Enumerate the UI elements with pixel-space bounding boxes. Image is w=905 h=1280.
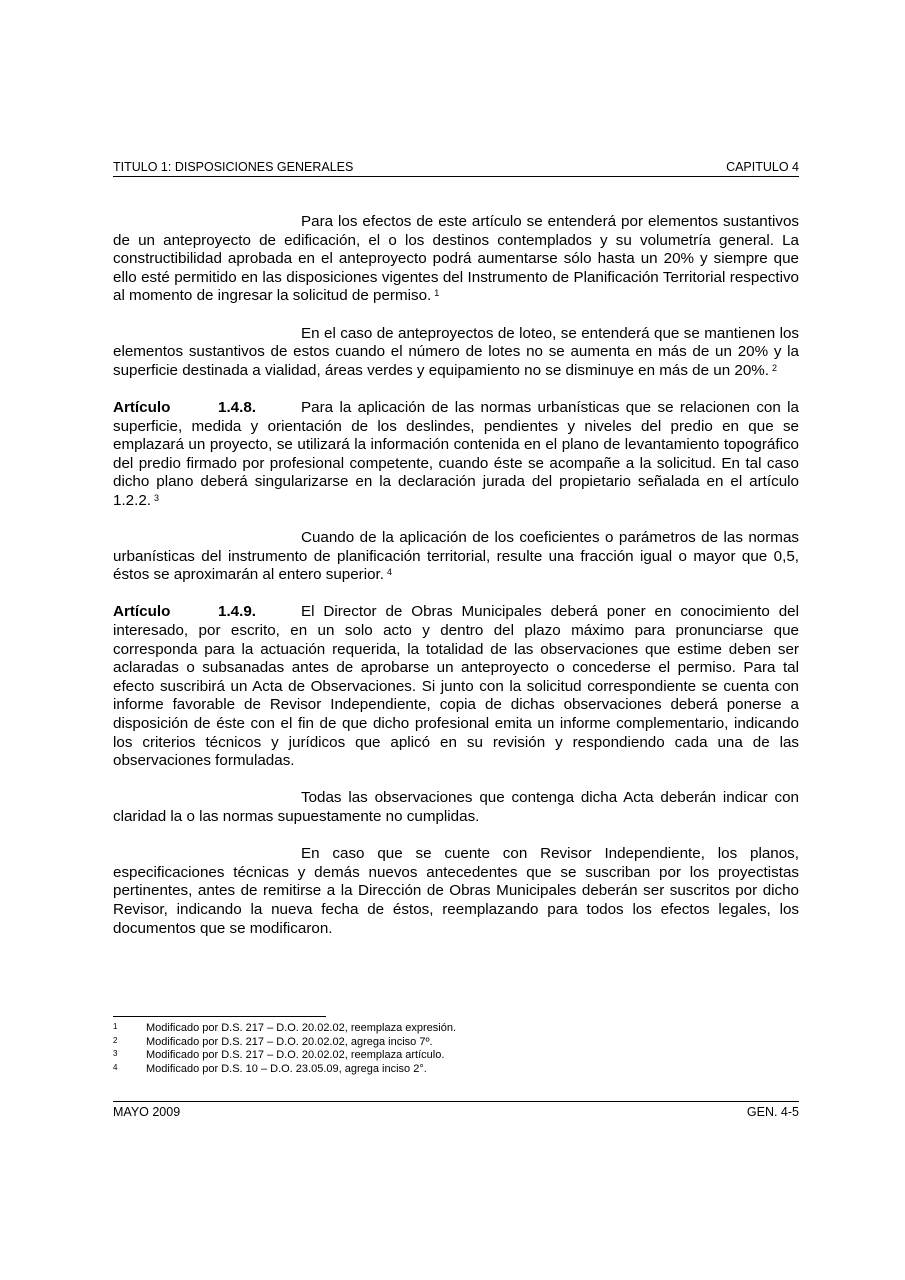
paragraph-7: En caso que se cuente con Revisor Independiente, los planos, especificaciones técnicas y demás nuevos antecedentes que se suscriban por los proyectistas pertinentes, antes de remitirse a la Dirección de Obras Municipales deberán ser suscritos por dicho Revisor, indicando la nueva fecha de éstos, reemplazando para todos los efectos legales, los documentos que se modificaron. xyxy=(113,845,799,937)
paragraph-4 xyxy=(113,529,799,585)
article-number: 1.4.8. xyxy=(218,398,256,416)
page-header xyxy=(113,160,799,177)
paragraph-1 xyxy=(113,213,799,306)
footnote-number: 2 xyxy=(113,1035,118,1045)
footnote-ref-3: 3 xyxy=(154,492,160,503)
footnote xyxy=(113,1063,799,1077)
footnote-text: Modificado por D.S. 217 – D.O. 20.02.02, reemplaza expresión. xyxy=(146,1022,457,1034)
article-label: Artículo xyxy=(113,398,171,416)
paragraph-1-text: Para los efectos de este artículo se entenderá por elementos sustantivos de un anteproyecto de edificación, el o los destinos contemplados y su volumetría general. La constructibilidad aprobada en el anteproyecto podrá aumentarse sólo hasta un 20% y siempre que ello esté permitido en las disposiciones vigentes del Instrumento de Planificación Territorial respectivo al momento de ingresar la solicitud de permiso. xyxy=(113,213,799,305)
footnote-text: Modificado por D.S. 217 – D.O. 20.02.02, reemplaza artículo. xyxy=(146,1049,445,1061)
page-footer xyxy=(113,1101,799,1119)
footnote-text: Modificado por D.S. 217 – D.O. 20.02.02, agrega inciso 7º. xyxy=(146,1035,433,1048)
article-1-4-9 xyxy=(113,603,799,770)
footnote-ref-2: 2 xyxy=(771,362,777,373)
footnote-number: 3 xyxy=(113,1049,118,1058)
footnote xyxy=(113,1049,799,1063)
paragraph-2-text: En el caso de anteproyectos de loteo, se entenderá que se mantienen los elementos sustantivos de estos cuando el número de lotes no se aumenta en más de un 20% y la superficie destinada a vialidad, áreas verdes y equipamiento no se disminuye en más de un 20%. xyxy=(113,324,799,379)
article-label: Artículo xyxy=(113,603,171,621)
footer-date: MAYO 2009 xyxy=(113,1105,181,1119)
footnote xyxy=(113,1022,799,1036)
article-number: 1.4.9. xyxy=(218,603,256,621)
header-title: TITULO 1: DISPOSICIONES GENERALES xyxy=(113,160,354,174)
paragraph-4-text: Cuando de la aplicación de los coeficientes o parámetros de las normas urbanísticas del instrumento de planificación territorial, resulte una fracción igual o mayor que 0,5, éstos se aproximarán al entero superior. xyxy=(113,529,799,584)
footnotes xyxy=(113,1022,799,1076)
paragraph-6: Todas las observaciones que contenga dicha Acta deberán indicar con claridad la o las normas supuestamente no cumplidas. xyxy=(113,789,799,825)
article-1-4-8 xyxy=(113,399,799,511)
footnote-number: 1 xyxy=(113,1022,118,1031)
article-1-4-8-text: Para la aplicación de las normas urbanísticas que se relacionen con la superficie, medida y orientación de los deslindes, pendientes y niveles del predio en que se emplazará un proyecto, se utilizará la información contenida en el plano de levantamiento topográfico del predio firmado por profesional competente, cuando éste se acompañe a la solicitud. En tal caso dicho plano deberá singularizarse en la declaración jurada del propietario señalada en el artículo 1.2.2. xyxy=(113,398,799,509)
footnote-ref-1: 1 xyxy=(434,288,440,299)
header-chapter: CAPITULO 4 xyxy=(726,160,799,174)
article-1-4-9-text: El Director de Obras Municipales deberá poner en conocimiento del interesado, por escrito, en un solo acto y dentro del plazo máximo para pronunciarse que corresponda para la actuación requerida, la totalidad de las observaciones que estime deben ser aclaradas o subsanadas antes de aprobarse un anteproyecto o concederse el permiso. Para tal efecto suscribirá un Acta de Observaciones. Si junto con la solicitud correspondiente se cuenta con informe favorable de Revisor Independiente, copia de dichas observaciones deberá ponerse a disposición de éste con el fin de que dicho profesional emita un informe complementario, indicando los criterios técnicos y jurídicos que aplicó en su revisión y respondiendo cada una de las observaciones formuladas. xyxy=(113,603,799,770)
footnote-divider xyxy=(113,1016,326,1017)
document-body xyxy=(113,213,799,957)
footnote-ref-4: 4 xyxy=(387,567,393,578)
paragraph-2 xyxy=(113,325,799,381)
footnote-number: 4 xyxy=(113,1062,118,1072)
footnote xyxy=(113,1036,799,1050)
page-number: GEN. 4-5 xyxy=(746,1105,799,1119)
footnote-text: Modificado por D.S. 10 – D.O. 23.05.09, agrega inciso 2°. xyxy=(146,1062,427,1075)
